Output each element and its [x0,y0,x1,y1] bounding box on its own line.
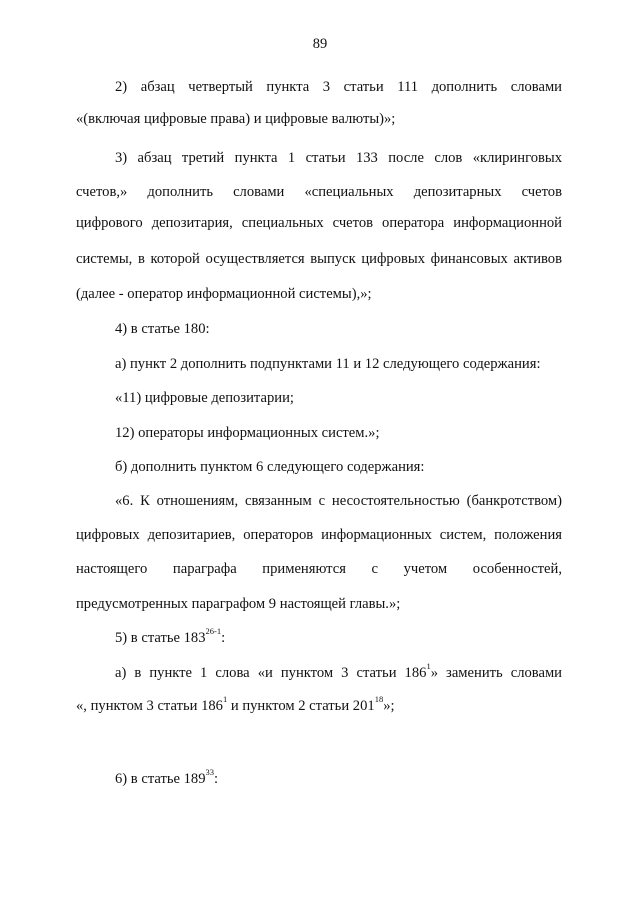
text-line: 12) операторы информационных систем.»; [115,425,380,441]
superscript: 26-1 [205,626,222,637]
text-line: а) пункт 2 дополнить подпунктами 11 и 12 следующего содержания: [115,356,541,372]
text-line: «, пунктом 3 статьи $186^1$ и пунктом 2 статьи $201^{18}$»; [76,694,395,714]
text-line: (далее - оператор информационной системы),»; [76,286,372,302]
text-line: системы, в которой осуществляется выпуск цифровых финансовых активов [76,251,562,267]
text-line: «6. К отношениям, связанным с несостоятельностью (банкротством) [115,493,562,509]
text-line: б) дополнить пунктом 6 следующего содержания: [115,459,425,475]
text-line: 5) в статье 183$^{26-1}$: [115,626,226,646]
text-line: счетов,» дополнить словами «специальных депозитарных счетов [76,184,562,200]
page-number: 89 [312,36,328,52]
text-line: цифрового депозитария, специальных счетов оператора информационной [76,215,562,231]
text-line: «(включая цифровые права) и цифровые валюты)»; [76,111,396,127]
superscript: 33 [205,767,215,778]
text-line: 3) абзац третий пункта 1 статьи 133 после слов «клиринговых [115,150,562,166]
superscript: 1 [222,694,228,705]
text-line: настоящего параграфа применяются с учетом особенностей, [76,561,562,577]
text-line: 2) абзац четвертый пункта 3 статьи 111 дополнить словами [115,79,562,95]
superscript: 18 [374,694,384,705]
text-line: 4) в статье 180: [115,321,210,337]
text-line: цифровых депозитариев, операторов информационных систем, положения [76,527,562,543]
text-line: предусмотренных параграфом 9 настоящей главы.»; [76,596,401,612]
text-line: 6) в статье $189^{33}$: [115,767,219,787]
text-line: а) в пункте 1 слова «и пунктом 3 статьи $186^1$» заменить словами [115,661,562,681]
text-line: «11) цифровые депозитарии; [115,390,294,406]
superscript: 1 [426,661,431,672]
